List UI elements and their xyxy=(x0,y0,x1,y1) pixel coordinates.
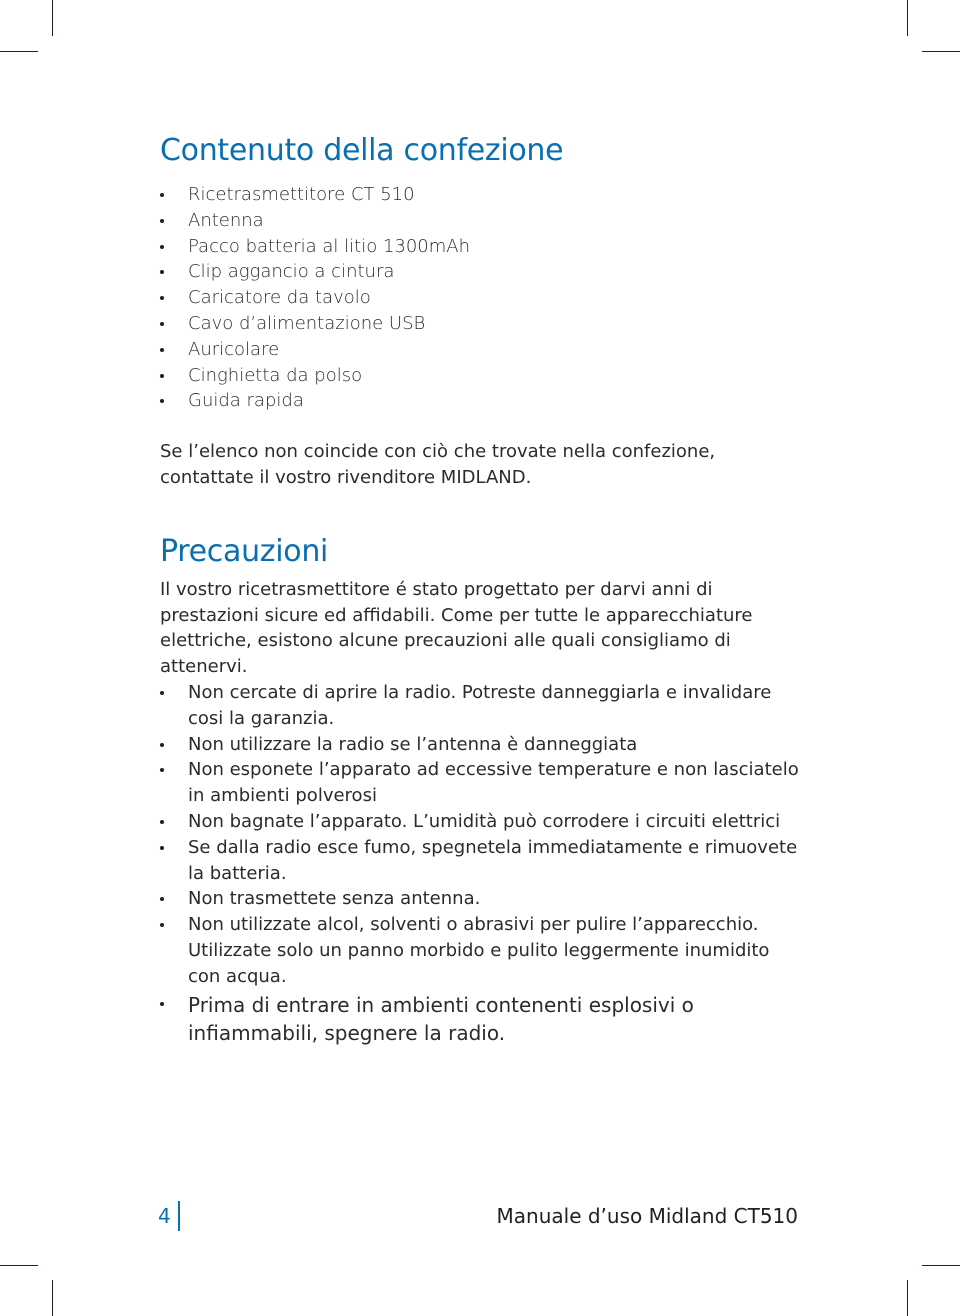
section-title-precautions: Precauzioni xyxy=(160,533,329,569)
list-item: Guida rapida xyxy=(160,388,802,414)
list-item: Non trasmettete senza antenna. xyxy=(160,886,802,912)
list-item: Pacco batteria al litio 1300mAh xyxy=(160,234,802,260)
page-number: 4 xyxy=(158,1204,171,1228)
crop-mark xyxy=(52,1280,53,1316)
crop-mark xyxy=(0,1265,38,1266)
list-item: Caricatore da tavolo xyxy=(160,285,802,311)
crop-mark xyxy=(907,1280,908,1316)
contents-list xyxy=(160,182,802,414)
page-content xyxy=(160,128,802,1047)
list-item: Antenna xyxy=(160,208,802,234)
manual-title: Manuale d’uso Midland CT510 xyxy=(496,1204,798,1228)
crop-mark xyxy=(922,1265,960,1266)
crop-mark xyxy=(0,51,38,52)
crop-mark xyxy=(907,0,908,36)
list-item: Se dalla radio esce fumo, spegnetela immediatamente e rimuovete la batteria. xyxy=(160,835,802,887)
list-item: Auricolare xyxy=(160,337,802,363)
list-item: Non utilizzate alcol, solventi o abrasivi per pulire l’apparecchio. Utilizzate solo un panno morbido e pulito leggermente inumidito con acqua. xyxy=(160,912,802,989)
list-item: Prima di entrare in ambienti contenenti esplosivi o infiammabili, spegnere la radio. xyxy=(160,991,802,1047)
list-item: Non utilizzare la radio se l’antenna è danneggiata xyxy=(160,732,802,758)
list-item: Cavo d’alimentazione USB xyxy=(160,311,802,337)
precautions-list xyxy=(160,680,802,1047)
contents-note: Se l’elenco non coincide con ciò che trovate nella confezione, contattate il vostro rivenditore MIDLAND. xyxy=(160,441,716,488)
list-item: Ricetrasmettitore CT 510 xyxy=(160,182,802,208)
list-item: Non esponete l’apparato ad eccessive temperature e non lasciatelo in ambienti polverosi xyxy=(160,757,802,809)
list-item: Non cercate di aprire la radio. Potreste danneggiarla e invalidare cosi la garanzia. xyxy=(160,680,802,732)
list-item: Non bagnate l’apparato. L’umidità può corrodere i circuiti elettrici xyxy=(160,809,802,835)
page-number-divider xyxy=(178,1201,180,1231)
list-item: Clip aggancio a cintura xyxy=(160,259,802,285)
precautions-intro: Il vostro ricetrasmettitore é stato progettato per darvi anni di prestazioni sicure ed affidabili. Come per tutte le apparecchiature elettriche, esistono alcune precauzioni alle quali consigliamo di attenervi. xyxy=(160,578,753,678)
list-item: Cinghietta da polso xyxy=(160,363,802,389)
crop-mark xyxy=(52,0,53,36)
section-title-contents: Contenuto della confezione xyxy=(160,133,564,168)
crop-mark xyxy=(922,51,960,52)
